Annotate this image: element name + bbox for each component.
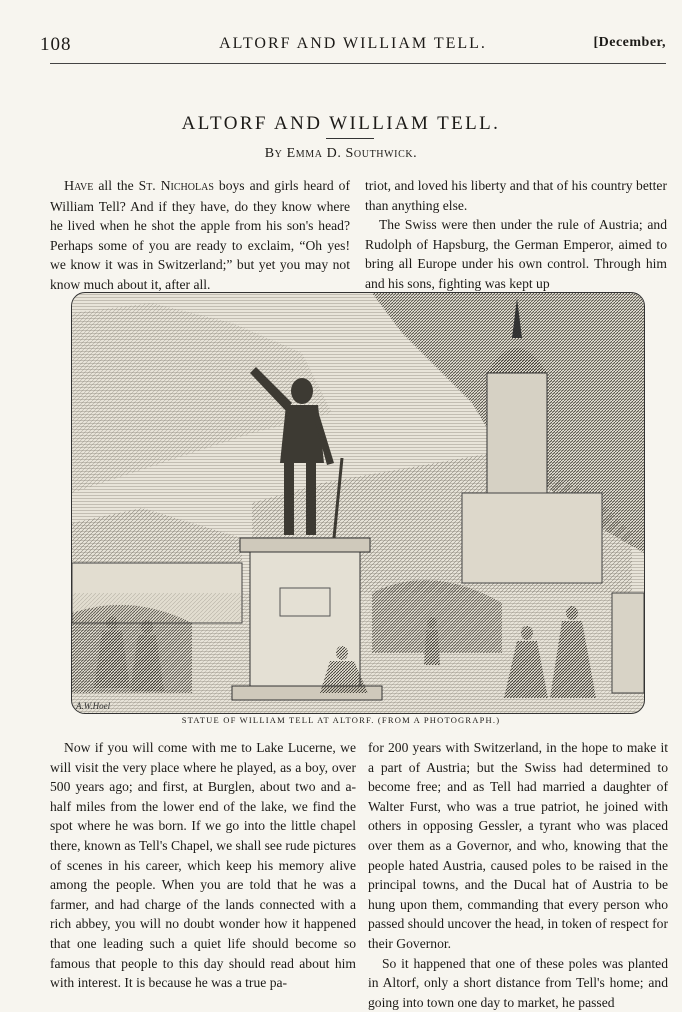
engraving-illustration xyxy=(71,292,645,714)
pedestal-cap xyxy=(240,538,370,552)
church-tower xyxy=(487,373,547,493)
column-bottom-right xyxy=(368,738,668,1012)
running-head xyxy=(40,30,666,56)
paragraph-pole: So it happened that one of these poles was planted in Altorf, only a short distance from Tell's home; and going into town one day to market, he passed xyxy=(368,955,668,1010)
paragraph-opening xyxy=(50,176,350,295)
engraver-signature: A.W.Hoel xyxy=(76,701,111,711)
column-bottom-left xyxy=(50,738,356,993)
byline: By Emma D. Southwick. xyxy=(264,146,418,161)
opening-text-b: boys and girls heard of William Tell? And if they have, do they know where he lived when he shot the apple from his son's head? Perhaps some of you are ready to exclaim, “Oh yes! we know it was in Switzerland;” but yet you may not know much about it, after all. xyxy=(50,178,350,292)
article-title: ALTORF AND WILLIAM TELL. xyxy=(181,113,501,134)
title-divider xyxy=(326,138,374,139)
opening-word: Have xyxy=(64,179,94,194)
parsonage xyxy=(462,493,602,583)
figure-caption: STATUE OF WILLIAM TELL AT ALTORF. (FROM A PHOTOGRAPH.) xyxy=(181,715,501,725)
running-title: ALTORF AND WILLIAM TELL. xyxy=(219,35,487,52)
column-top-right xyxy=(365,176,667,294)
magazine-name: St. Nicholas xyxy=(138,178,214,193)
column-top-left xyxy=(50,176,350,295)
opening-text-a: all the xyxy=(93,178,139,193)
paragraph-continued: triot, and loved his liberty and that of his country better than anything else. xyxy=(365,178,667,213)
statue-engraving xyxy=(72,293,644,713)
paragraph-gessler: for 200 years with Switzerland, in the hope to make it a part of Austria; but the Swiss had determined to become free; and as Tell had married a daughter of Walter Furst, who was a true patriot, he joined with others in opposing Gessler, a tyrant who was placed over them as a Governor, and who, knowing that the people hated Austria, caused poles to be raised in the principal towns, and the Ducal hat of Austria to be hung upon them, commanding that every person who passed should uncover the head, in token of respect for their Governor. xyxy=(368,740,668,951)
header-rule xyxy=(50,63,666,64)
page-number: 108 xyxy=(40,34,72,55)
running-month: [December, xyxy=(593,35,666,50)
paragraph-lake-lucerne: Now if you will come with me to Lake Lucerne, we will visit the very place where he played, as a boy, over 500 years ago; and first, at Burglen, about two and a-half miles from the lower end of the lake, we find the spot where he was born. If we go into the little chapel there, known as Tell's Chapel, we shall see rude pictures of scenes in his career, which keep his memory alive among the people. When you are told that he was a farmer, and had charge of the lands connected with a rich abbey, you will no doubt wonder how it happened that one leading such a quiet life should become so famous that people to this day should read about him with interest. It is because he was a true pa- xyxy=(50,740,356,991)
right-wall xyxy=(612,593,644,693)
paragraph-swiss-rule: The Swiss were then under the rule of Austria; and Rudolph of Hapsburg, the German Emperor, aimed to bring all Europe under his own control. Through him and his sons, fighting was kept up xyxy=(365,217,667,291)
